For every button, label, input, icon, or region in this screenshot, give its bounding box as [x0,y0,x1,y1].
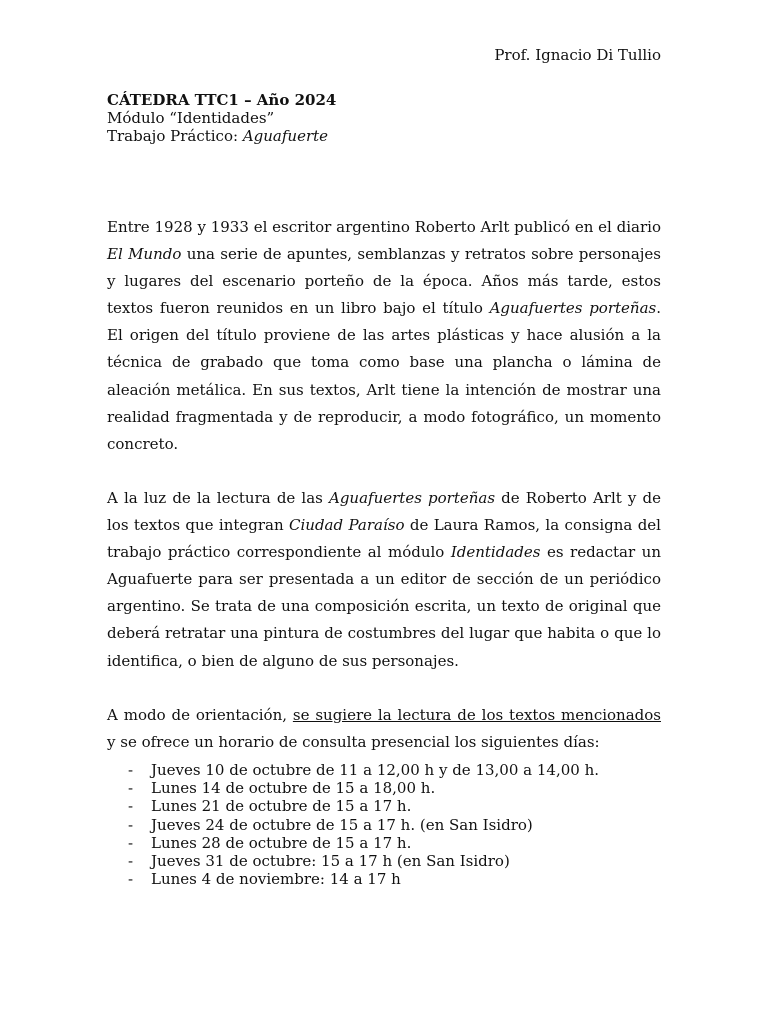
list-bullet: - [128,797,134,816]
list-item [107,779,661,797]
module-name: Módulo “Identidades” [107,109,275,127]
intro-paragraph [107,214,661,458]
list-item [107,797,661,815]
intro-italic-1: El Mundo [107,245,182,264]
list-item [107,870,661,888]
document-header [107,91,661,145]
list-item-text: Jueves 24 de octubre de 15 a 17 h. (en San Isidro) [151,815,533,834]
list-item [107,834,661,852]
list-bullet: - [128,779,134,798]
list-item [107,761,661,779]
intro-italic-2: Aguafuertes porteñas [489,299,657,318]
intro-text-3: . El origen del título proviene de las artes plásticas y hace alusión a la técnica de grabado que toma como base una plancha o lámina de aleación metálica. En sus textos, Arlt tiene la intención de mostrar una realidad fragmentada y de reproducir, a modo fotográfico, un momento concreto. [107,299,661,453]
list-item [107,816,661,834]
list-bullet: - [128,761,134,779]
course-title [107,91,661,109]
intro-text-2: una serie de apuntes, semblanzas y retratos sobre personajes y lugares del escenario porteño de la época. Años más tarde, estos textos fueron reunidos en un libro bajo el título [107,245,662,318]
course-title-text: CÁTEDRA TTC1 – Año 2024 [107,91,337,109]
assignment-text-3: de Laura Ramos, la consigna del trabajo práctico correspondiente al módulo [107,516,661,562]
orientation-text-1: A modo de orientación, [107,706,293,724]
assignment-text-2: de Roberto Arlt y de los textos que integran [107,489,661,535]
assignment-paragraph [107,485,661,675]
assignment-prefix: Trabajo Práctico: [107,127,243,145]
list-item-text: Lunes 4 de noviembre: 14 a 17 h [151,870,401,889]
list-bullet: - [128,851,134,870]
orientation-underlined: se sugiere la lectura de los textos mencionados [292,706,661,724]
list-bullet: - [128,833,134,852]
list-item-text: Jueves 10 de octubre de 11 a 12,00 h y de 13,00 a 14,00 h. [151,761,600,779]
assignment-italic-2: Ciudad Paraíso [289,516,405,535]
author-name: Prof. Ignacio Di Tullio [494,46,661,64]
orientation-paragraph [107,702,661,756]
intro-text-1: Entre 1928 y 1933 el escritor argentino Roberto Arlt publicó en el diario [107,218,661,236]
assignment-text-4: es redactar un Aguafuerte para ser presentada a un editor de sección de un periódico argentino. Se trata de una composición escrita, un texto de original que deberá retratar una pintura de costumbres del lugar que habita o que lo identifica, o bien de alguno de sus personajes. [107,543,661,670]
list-item [107,852,661,870]
list-item-text: Jueves 31 de octubre: 15 a 17 h (en San Isidro) [151,851,510,870]
orientation-text-2: y se ofrece un horario de consulta presencial los siguientes días: [107,733,600,752]
schedule-list [107,761,661,888]
assignment-italic-1: Aguafuertes porteñas [329,489,496,507]
list-bullet: - [128,870,134,889]
assignment-italic-3: Identidades [450,543,541,562]
assignment-title: Aguafuerte [242,127,329,145]
assignment-text-1: A la luz de la lectura de las [107,489,329,507]
list-bullet: - [128,815,134,834]
list-item-text: Lunes 21 de octubre de 15 a 17 h. [151,797,412,816]
assignment-line [107,127,661,145]
list-item-text: Lunes 28 de octubre de 15 a 17 h. [151,833,412,852]
list-item-text: Lunes 14 de octubre de 15 a 18,00 h. [151,779,436,798]
